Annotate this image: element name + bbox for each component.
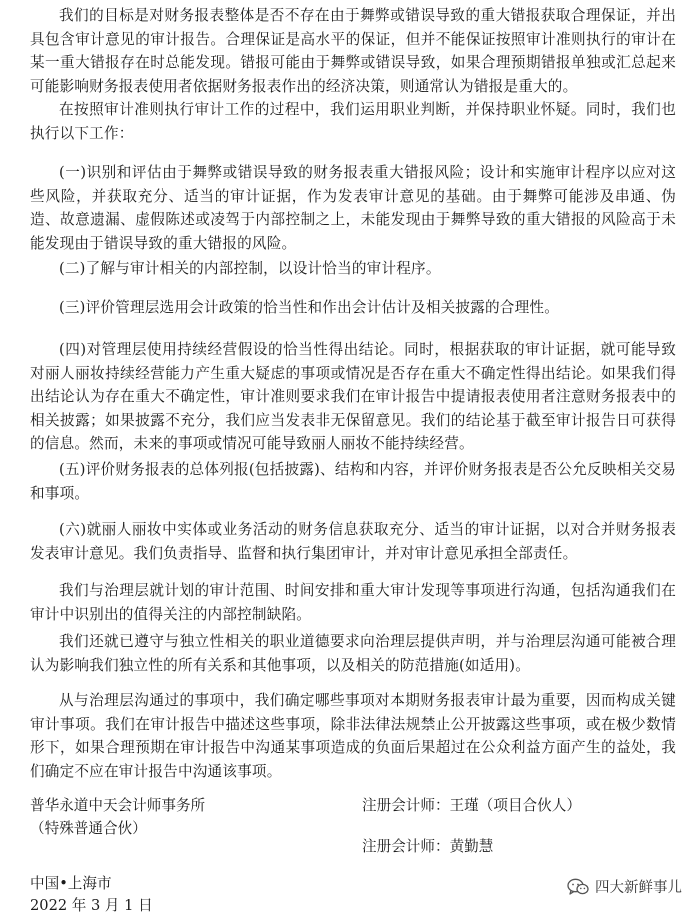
wechat-icon xyxy=(567,878,589,896)
watermark xyxy=(567,876,682,897)
paragraph-item-2: (二)了解与审计相关的内部控制，以设计恰当的审计程序。 xyxy=(59,260,441,277)
report-date: 2022 年 3 月 1 日 xyxy=(30,897,153,914)
firm-type: （特殊普通合伙） xyxy=(30,820,147,837)
cpa-signature-1: 注册会计师：王瑾（项目合伙人） xyxy=(362,797,581,814)
paragraph-item-5: (五)评价财务报表的总体列报(包括披露)、结构和内容，并评价财务报表是否公允反映相关交易和事项。 xyxy=(30,461,676,502)
paragraph-governance-communication: 我们与治理层就计划的审计范围、时间安排和重大审计发现等事项进行沟通，包括沟通我们在审计中识别出的值得关注的内部控制缺陷。 xyxy=(30,582,676,623)
paragraph-item-1: (一)识别和评估由于舞弊或错误导致的财务报表重大错报风险；设计和实施审计程序以应对这些风险，并获取充分、适当的审计证据，作为发表审计意见的基础。由于舞弊可能涉及串通、伪造、故意遗漏、虚假陈述或凌驾于内部控制之上，未能发现由于舞弊导致的重大错报的风险高于未能发现由于错误导致的重大错报的风险。 xyxy=(30,164,676,252)
cpa-signature-2: 注册会计师：黄勤慧 xyxy=(362,838,494,855)
paragraph-key-audit-matters: 从与治理层沟通过的事项中，我们确定哪些事项对本期财务报表审计最为重要，因而构成关键审计事项。我们在审计报告中描述这些事项，除非法律法规禁止公开披露这些事项，或在极少数情形下，如果合理预期在审计报告中沟通某事项造成的负面后果超过在公众利益方面产生的益处，我们确定不应在审计报告中沟通该事项。 xyxy=(30,692,676,780)
paragraph-independence: 我们还就已遵守与独立性相关的职业道德要求向治理层提供声明，并与治理层沟通可能被合理认为影响我们独立性的所有关系和其他事项，以及相关的防范措施(如适用)。 xyxy=(30,633,676,674)
firm-name: 普华永道中天会计师事务所 xyxy=(30,797,206,814)
report-location: 中国•上海市 xyxy=(30,875,112,892)
paragraph-audit-objective: 我们的目标是对财务报表整体是否不存在由于舞弊或错误导致的重大错报获取合理保证，并出具包含审计意见的审计报告。合理保证是高水平的保证，但并不能保证按照审计准则执行的审计在某一重大错报存在时总能发现。错报可能由于舞弊或错误导致，如果合理预期错报单独或汇总起来可能影响财务报表使用者依据财务报表作出的经济决策，则通常认为错报是重大的。 xyxy=(30,7,676,95)
paragraph-item-4: (四)对管理层使用持续经营假设的恰当性得出结论。同时，根据获取的审计证据，就可能导致对丽人丽妆持续经营能力产生重大疑虑的事项或情况是否存在重大不确定性得出结论。如果我们得出结论认为存在重大不确定性，审计准则要求我们在审计报告中提请报表使用者注意财务报表中的相关披露；如果披露不充分，我们应当发表非无保留意见。我们的结论基于截至审计报告日可获得的信息。然而，未来的事项或情况可能导致丽人丽妆不能持续经营。 xyxy=(30,341,676,452)
paragraph-professional-judgment: 在按照审计准则执行审计工作的过程中，我们运用职业判断，并保持职业怀疑。同时，我们也执行以下工作： xyxy=(30,101,676,142)
paragraph-item-6: (六)就丽人丽妆中实体或业务活动的财务信息获取充分、适当的审计证据，以对合并财务报表发表审计意见。我们负责指导、监督和执行集团审计，并对审计意见承担全部责任。 xyxy=(30,521,676,562)
paragraph-item-3: (三)评价管理层选用会计政策的恰当性和作出会计估计及相关披露的合理性。 xyxy=(59,299,559,316)
watermark-text: 四大新鲜事儿 xyxy=(595,880,682,896)
